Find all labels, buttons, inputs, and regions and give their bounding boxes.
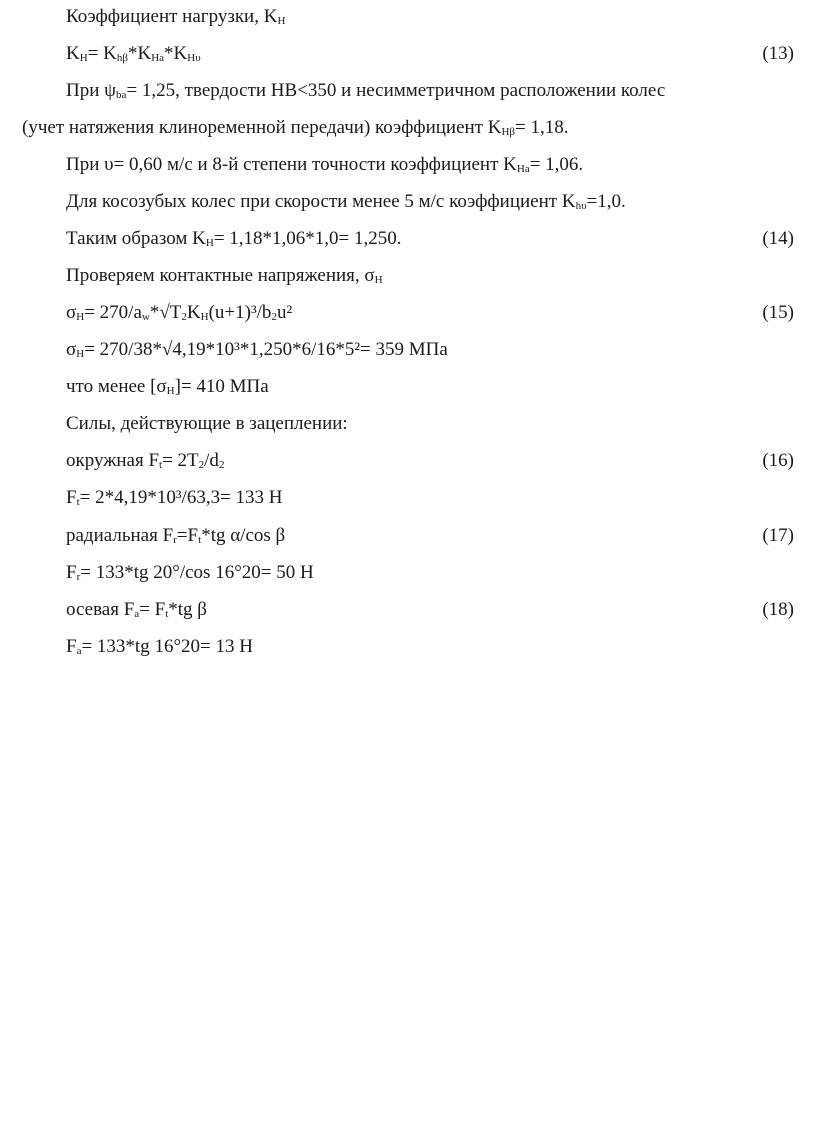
equation-number: (15) — [762, 302, 794, 323]
equation-number: (17) — [762, 525, 794, 546]
subscript: H — [374, 274, 383, 286]
subscript: ba — [116, 89, 127, 101]
line-text: = 1,18*1,06*1,0= 1,250. — [213, 228, 402, 249]
line-text: = 133*tg 20°/cos 16°20= 50 Н — [80, 562, 314, 583]
line-text: *K — [164, 43, 188, 64]
subscript: a — [134, 608, 140, 620]
equation-number: (18) — [762, 599, 794, 620]
line-text: Проверяем контактные напряжения, σ — [66, 265, 375, 286]
equation-number: (13) — [762, 43, 794, 64]
formula-line-18 — [66, 595, 794, 625]
subscript: t — [198, 534, 202, 546]
text-line-stress-value — [66, 335, 794, 365]
line-text: *tg β — [168, 599, 207, 620]
line-text: = K — [87, 43, 117, 64]
line-text: K — [186, 302, 201, 323]
subscript: r — [173, 534, 177, 546]
line-text: =1,0. — [586, 191, 626, 212]
line-text: радиальная F — [66, 525, 174, 546]
line-text: = 1,06. — [529, 154, 584, 175]
text-line-belt-tension — [22, 113, 794, 143]
line-text: = 2T — [162, 450, 199, 471]
subscript: 2 — [218, 459, 225, 471]
line-text: = 1,18. — [515, 117, 569, 138]
subscript: H — [166, 385, 175, 397]
equation-number: (16) — [762, 450, 794, 471]
text-line-contact-stress — [66, 261, 794, 291]
line-text: = 133*tg 16°20= 13 Н — [81, 636, 253, 657]
line-text: Таким образом K — [66, 228, 206, 249]
line-text: u² — [276, 302, 293, 323]
text-line-psi — [66, 76, 794, 106]
line-text: = F — [139, 599, 166, 620]
line-text: что менее [σ — [66, 376, 167, 397]
formula-line-15 — [66, 298, 794, 328]
subscript: 2 — [198, 459, 205, 471]
subscript: Hβ — [501, 126, 515, 138]
subscript: Hυ — [187, 52, 201, 64]
text-line-tangential-value — [66, 483, 794, 513]
line-text: = 270/38*√4,19*10³*1,250*6/16*5²= 359 МПа — [84, 339, 448, 360]
line-text: =F — [176, 525, 199, 546]
text-line-axial-value — [66, 632, 794, 662]
line-text: При ψ — [66, 80, 117, 101]
text-line-forces-heading — [66, 409, 794, 439]
line-text: (учет натяжения клиноременной передачи) коэффициент K — [22, 117, 502, 138]
line-text: *tg α/cos β — [201, 525, 286, 546]
formula-line-14 — [66, 224, 794, 254]
text-line-load-coefficient — [66, 2, 794, 32]
subscript: r — [76, 571, 81, 583]
line-text: ]= 410 МПа — [174, 376, 269, 397]
subscript: H — [79, 52, 88, 64]
line-text: окружная F — [66, 450, 160, 471]
subscript: Ha — [151, 52, 165, 64]
line-text: σ — [66, 302, 77, 323]
text-line-helical — [66, 187, 794, 217]
line-text: При υ= 0,60 м/с и 8-й степени точности коэффициент K — [66, 154, 517, 175]
line-text: осевая F — [66, 599, 135, 620]
line-text: σ — [66, 339, 77, 360]
subscript: 2 — [271, 311, 277, 323]
line-text: F — [66, 562, 77, 583]
formula-line-16 — [66, 446, 794, 476]
line-text: K — [66, 43, 80, 64]
line-text: *K — [127, 43, 152, 64]
text-line-allowable-stress — [66, 372, 794, 402]
formula-line-13 — [66, 39, 794, 69]
subscript: H — [76, 311, 85, 323]
line-text: Для косозубых колес при скорости менее 5 м/с коэффициент K — [66, 191, 576, 212]
subscript: Ha — [516, 163, 530, 175]
formula-line-17 — [66, 521, 794, 551]
subscript: w — [141, 311, 150, 323]
line-text: F — [66, 636, 77, 657]
line-text: (u+1)³/b — [208, 302, 272, 323]
subscript: 2 — [181, 311, 187, 323]
subscript: H — [277, 15, 286, 27]
subscript: t — [159, 459, 163, 471]
line-text: F — [66, 487, 77, 508]
subscript: t — [76, 496, 80, 508]
line-text: Коэффициент нагрузки, K — [66, 6, 278, 27]
line-text: *√T — [149, 302, 182, 323]
line-text: = 270/a — [84, 302, 142, 323]
line-text: Силы, действующие в зацеплении: — [66, 413, 348, 434]
text-line-speed — [66, 150, 794, 180]
subscript: a — [76, 645, 82, 657]
subscript: t — [165, 608, 169, 620]
subscript: hβ — [116, 52, 128, 64]
subscript: hυ — [575, 200, 587, 212]
line-text: = 2*4,19*10³/63,3= 133 Н — [79, 487, 283, 508]
subscript: H — [76, 348, 85, 360]
subscript: H — [205, 237, 214, 249]
equation-number: (14) — [762, 228, 794, 249]
line-text: = 1,25, твердости НВ<350 и несимметричном расположении колес — [126, 80, 666, 101]
subscript: H — [200, 311, 209, 323]
line-text: /d — [204, 450, 219, 471]
text-line-radial-value — [66, 558, 794, 588]
